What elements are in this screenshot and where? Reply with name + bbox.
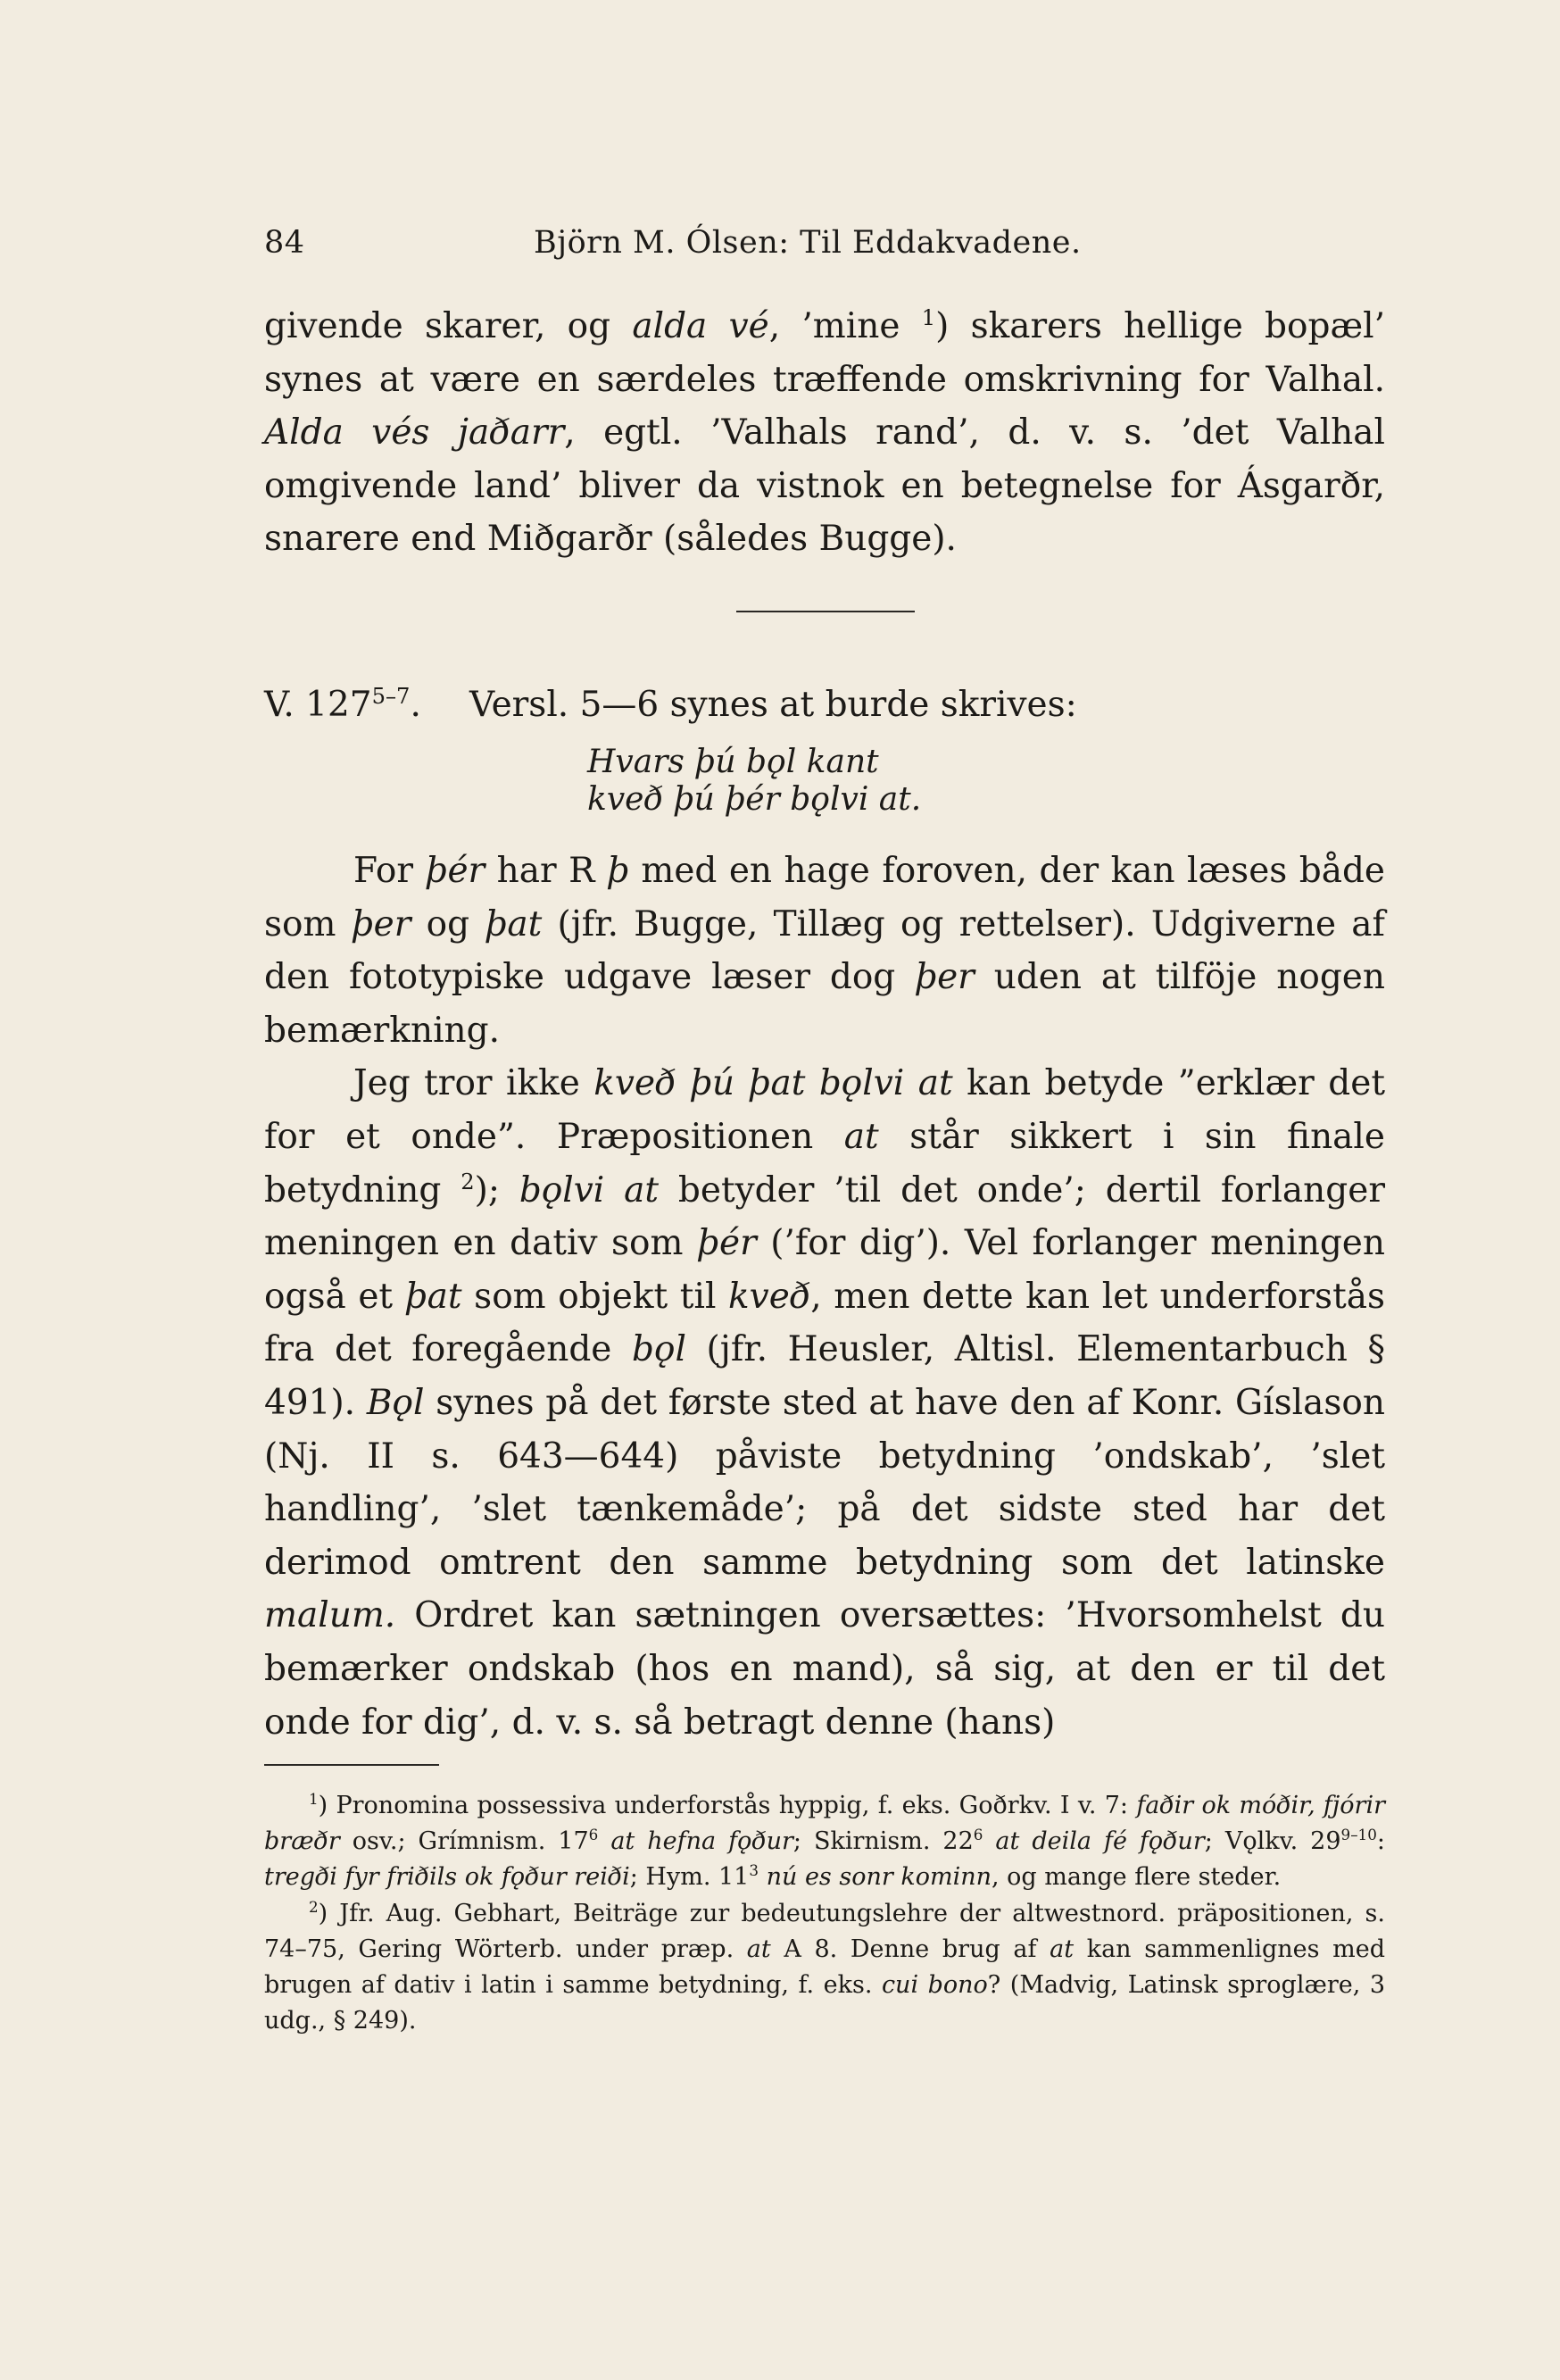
italic-term: malum. — [264, 1595, 396, 1636]
verse-line-1: Hvars þú bǫl kant — [587, 744, 879, 780]
text — [759, 1863, 767, 1891]
section-text: Versl. 5—6 synes at burde skrives: — [469, 685, 1077, 725]
text: Ordret kan sætningen oversættes: ’Hvorsomhelst du bemærker ondskab (hos en mand), så sig, at den er til det onde for dig’, d. v. s. så betragt denne (hans) — [264, 1595, 1385, 1743]
footnote-ref-1: 1 — [921, 305, 936, 330]
italic-term: at — [843, 1116, 879, 1157]
text: kan sammenlignes med brugen af dativ i latin i samme betydning, f. eks. — [264, 1935, 1385, 2000]
italic-term: þer — [351, 903, 411, 945]
text: kan betyde ”erklær det for et onde”. Præpositionen — [264, 1063, 1385, 1157]
text: ; Vǫlkv. 29 — [1204, 1827, 1341, 1856]
paragraph-continuation — [264, 300, 1385, 566]
text: , og mange flere steder. — [992, 1863, 1282, 1892]
italic-term: at — [746, 1935, 771, 1963]
ref-dot: . — [410, 685, 421, 725]
italic-term: Alda vés jaðarr — [264, 412, 565, 454]
text: (jfr. Heusler, Altisl. Elementarbuch § 491). — [264, 1329, 1385, 1423]
italic-term: bǫl — [632, 1329, 686, 1370]
italic-term: nú es sonr kominn — [766, 1863, 992, 1892]
page-number: 84 — [264, 225, 305, 261]
footnotes — [264, 1788, 1385, 2039]
ref-number: V. 127 — [264, 685, 372, 725]
italic-term: at deila fé fǫður — [995, 1827, 1205, 1856]
text: har R — [485, 851, 607, 891]
italic-term: þat — [485, 903, 543, 945]
text: ; Skirnism. 22 — [792, 1827, 974, 1856]
footnote-1 — [264, 1788, 1385, 1896]
paragraph-3 — [264, 1057, 1385, 1749]
text — [598, 1827, 610, 1855]
text: givende skarer, og — [264, 306, 633, 346]
text: ); — [474, 1169, 519, 1211]
verse-sup: 9–10 — [1340, 1826, 1377, 1844]
italic-term: at hefna fǫður — [610, 1827, 793, 1856]
text: står sikkert i sin finale betydning — [264, 1116, 1385, 1211]
italic-term: alda vé — [632, 306, 769, 346]
footnote-2 — [264, 1896, 1385, 2040]
italic-term: faðir ok móðir, fjórir bræðr — [264, 1792, 1385, 1856]
text: ) Jfr. Aug. Gebhart, Beiträge zur bedeutungslehre der altwestnord. präpositionen, s. 74–75, Gering Wörterb. under præp. — [264, 1899, 1385, 1963]
text: og — [411, 903, 485, 945]
italic-term: þér — [697, 1223, 757, 1264]
text: , egtl. ’Valhals rand’, d. v. s. ’det Valhal omgivende land’ bliver da vistnok en betegnelse for Ásgarðr, snarere end Miðgarðr (således Bugge). — [264, 412, 1385, 560]
text — [983, 1827, 995, 1855]
text: synes på det første sted at have den af Konr. Gíslason (Nj. II s. 643—644) påviste betydning ’ondskab’, ’slet handling’, ’slet tænkemåde’; på det sidste sted har det derimod omtrent den samme betydning som det latinske — [264, 1382, 1385, 1583]
running-title: Björn M. Ólsen: Til Eddakvadene. — [534, 225, 1082, 261]
verse-line-2: kveð þú þér bǫlvi at. — [587, 781, 922, 818]
footnote-ref-2: 2 — [461, 1169, 475, 1194]
text: ) skarers hellige bopæl’ synes at være en særdeles træffende omskrivning for Valhal. — [264, 306, 1385, 400]
italic-term: þ — [606, 851, 629, 891]
text: som objekt til — [461, 1276, 729, 1317]
verse-sup: 6 — [973, 1826, 983, 1844]
italic-term: bǫlvi at — [519, 1169, 660, 1211]
verse-quote — [587, 744, 921, 819]
text: For — [353, 851, 426, 891]
text: med en hage foroven, der kan læses både som — [264, 851, 1385, 945]
text: uden at tilföje nogen bemærkning. — [264, 957, 1385, 1051]
footnote-mark: 2 — [309, 1897, 319, 1916]
verse-reference — [264, 678, 469, 732]
main-text — [264, 845, 1385, 1749]
italic-term: tregði fyr friðils ok fǫður reiði — [264, 1863, 630, 1892]
italic-term: þat — [404, 1276, 462, 1317]
section-heading — [264, 678, 1385, 732]
section-divider — [736, 611, 915, 612]
text: : — [1376, 1827, 1385, 1856]
italic-term: at — [1050, 1935, 1075, 1963]
text: ) Pronomina possessiva underforstås hyppig, f. eks. Goðrkv. I v. 7: — [318, 1792, 1137, 1819]
text: ; Hym. 11 — [629, 1863, 750, 1892]
italic-term: Bǫl — [366, 1382, 425, 1423]
paragraph-2 — [264, 845, 1385, 1057]
text: betyder ’til det onde’; dertil forlanger meningen en dativ som — [264, 1169, 1385, 1264]
footnote-mark: 1 — [309, 1790, 319, 1808]
italic-term: þer — [915, 957, 975, 998]
text: , ’mine — [768, 306, 922, 346]
italic-term: þér — [425, 851, 485, 891]
text: ? (Madvig, Latinsk sproglære, 3 udg., § 249). — [264, 1971, 1386, 2035]
italic-term: kveð þú þat bǫlvi at — [593, 1063, 953, 1104]
verse-sup: 3 — [749, 1861, 759, 1880]
ref-superscript: 5–7 — [371, 684, 411, 709]
text: , men dette kan let underforstås fra det foregående — [264, 1276, 1386, 1370]
text: (’for dig’). Vel forlanger meningen også et — [264, 1223, 1385, 1317]
text: A 8. Denne brug af — [770, 1935, 1050, 1963]
italic-term: kveð — [728, 1276, 811, 1317]
italic-term: cui bono — [881, 1971, 988, 2000]
verse-sup: 6 — [588, 1826, 599, 1844]
text: Jeg tror ikke — [353, 1063, 594, 1104]
text: (jfr. Bugge, Tillæg og rettelser). Udgiverne af den fototypiske udgave læser dog — [264, 903, 1385, 998]
text: osv.; Grímnism. 17 — [339, 1827, 589, 1856]
footnote-rule — [264, 1764, 439, 1766]
